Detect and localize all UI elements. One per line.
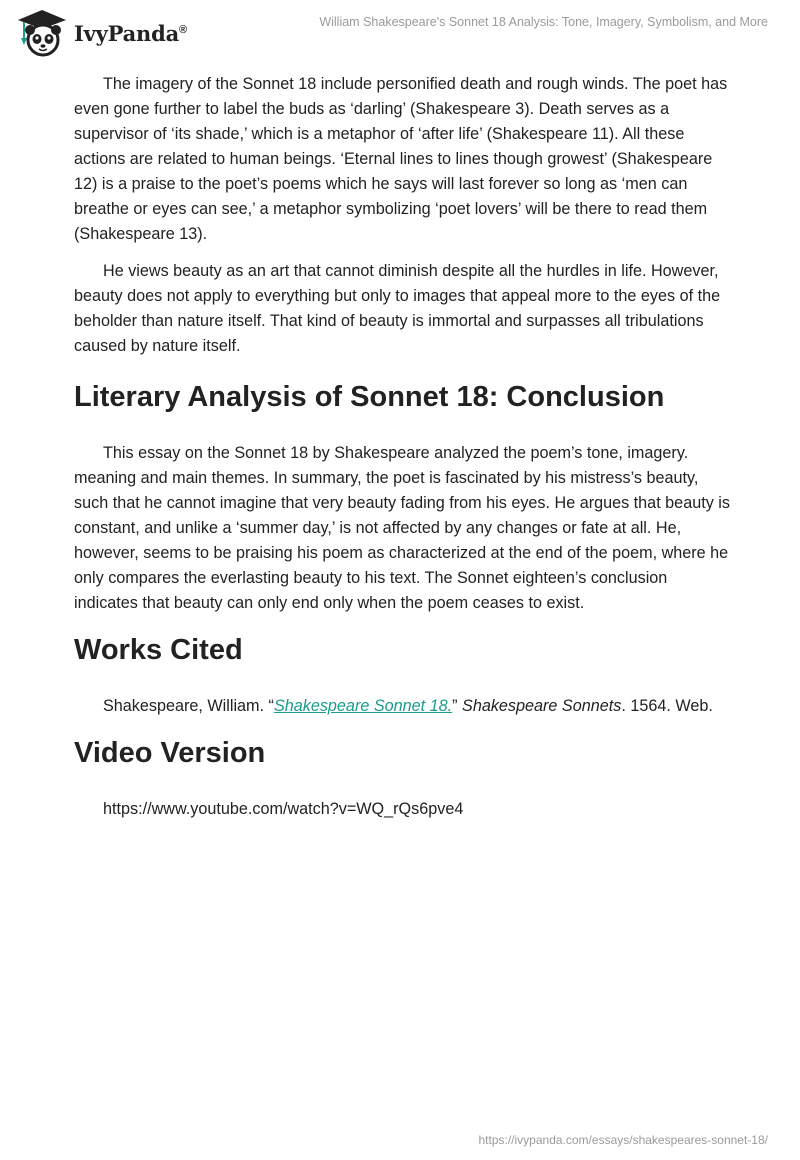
- paragraph-conclusion: This essay on the Sonnet 18 by Shakespeare analyzed the poem’s tone, imagery. meaning and main themes. In summary, the poet is fascinated by his mistress’s beauty, such that he cannot imagine that very beauty fading from his eyes. He argues that beauty is constant, and unlike a ‘summer day,’ is not affected by any changes or fate at all. He, however, seems to be praising his poem as characterized at the end of the poem, where he only compares the everlasting beauty to his text. The Sonnet eighteen’s conclusion indicates that beauty can only end only when the poem ceases to exist.: [74, 444, 730, 612]
- document-title: William Shakespeare's Sonnet 18 Analysis: Tone, Imagery, Symbolism, and More: [319, 15, 768, 29]
- heading-works-cited: Works Cited: [74, 634, 243, 666]
- footer-page-url: https://ivypanda.com/essays/shakespeares-sonnet-18/: [478, 1133, 768, 1147]
- citation-entry: [74, 694, 734, 719]
- page-header: [0, 0, 800, 70]
- registered-mark: ®: [179, 23, 187, 36]
- citation-author: Shakespeare, William. “: [103, 697, 274, 715]
- citation-rest: . 1564. Web.: [621, 697, 713, 715]
- paragraph-beauty: He views beauty as an art that cannot diminish despite all the hurdles in life. However, beauty does not apply to everything but only to images that appeal more to the eyes of the beholder than nature itself. That kind of beauty is immortal and surpasses all tribulations caused by nature itself.: [74, 262, 721, 355]
- citation-after-link: ”: [452, 697, 463, 715]
- paragraph-imagery: The imagery of the Sonnet 18 include personified death and rough winds. The poet has even gone further to label the buds as ‘darling’ (Shakespeare 3). Death serves as a supervisor of ‘its shade,’ which is a metaphor of ‘after life’ (Shakespeare 11). All these actions are related to human beings. ‘Eternal lines to lines though growest’ (Shakespeare 12) is a praise to the poet’s poems which he says will last forever so long as ‘men can breathe or eyes can see,’ a metaphor symbolizing ‘poet lovers’ will be there to read them (Shakespeare 13).: [74, 75, 728, 243]
- video-url: https://www.youtube.com/watch?v=WQ_rQs6pve4: [103, 800, 464, 818]
- logo-wordmark: IvyPanda®: [74, 20, 187, 46]
- heading-conclusion: Literary Analysis of Sonnet 18: Conclusion: [74, 381, 665, 413]
- panda-graduate-icon: [16, 8, 68, 58]
- essay-content: [74, 72, 734, 834]
- heading-video-version: Video Version: [74, 737, 266, 769]
- citation-link[interactable]: Shakespeare Sonnet 18.: [273, 697, 453, 715]
- ivypanda-logo[interactable]: [16, 8, 187, 58]
- citation-source: Shakespeare Sonnets: [462, 697, 622, 715]
